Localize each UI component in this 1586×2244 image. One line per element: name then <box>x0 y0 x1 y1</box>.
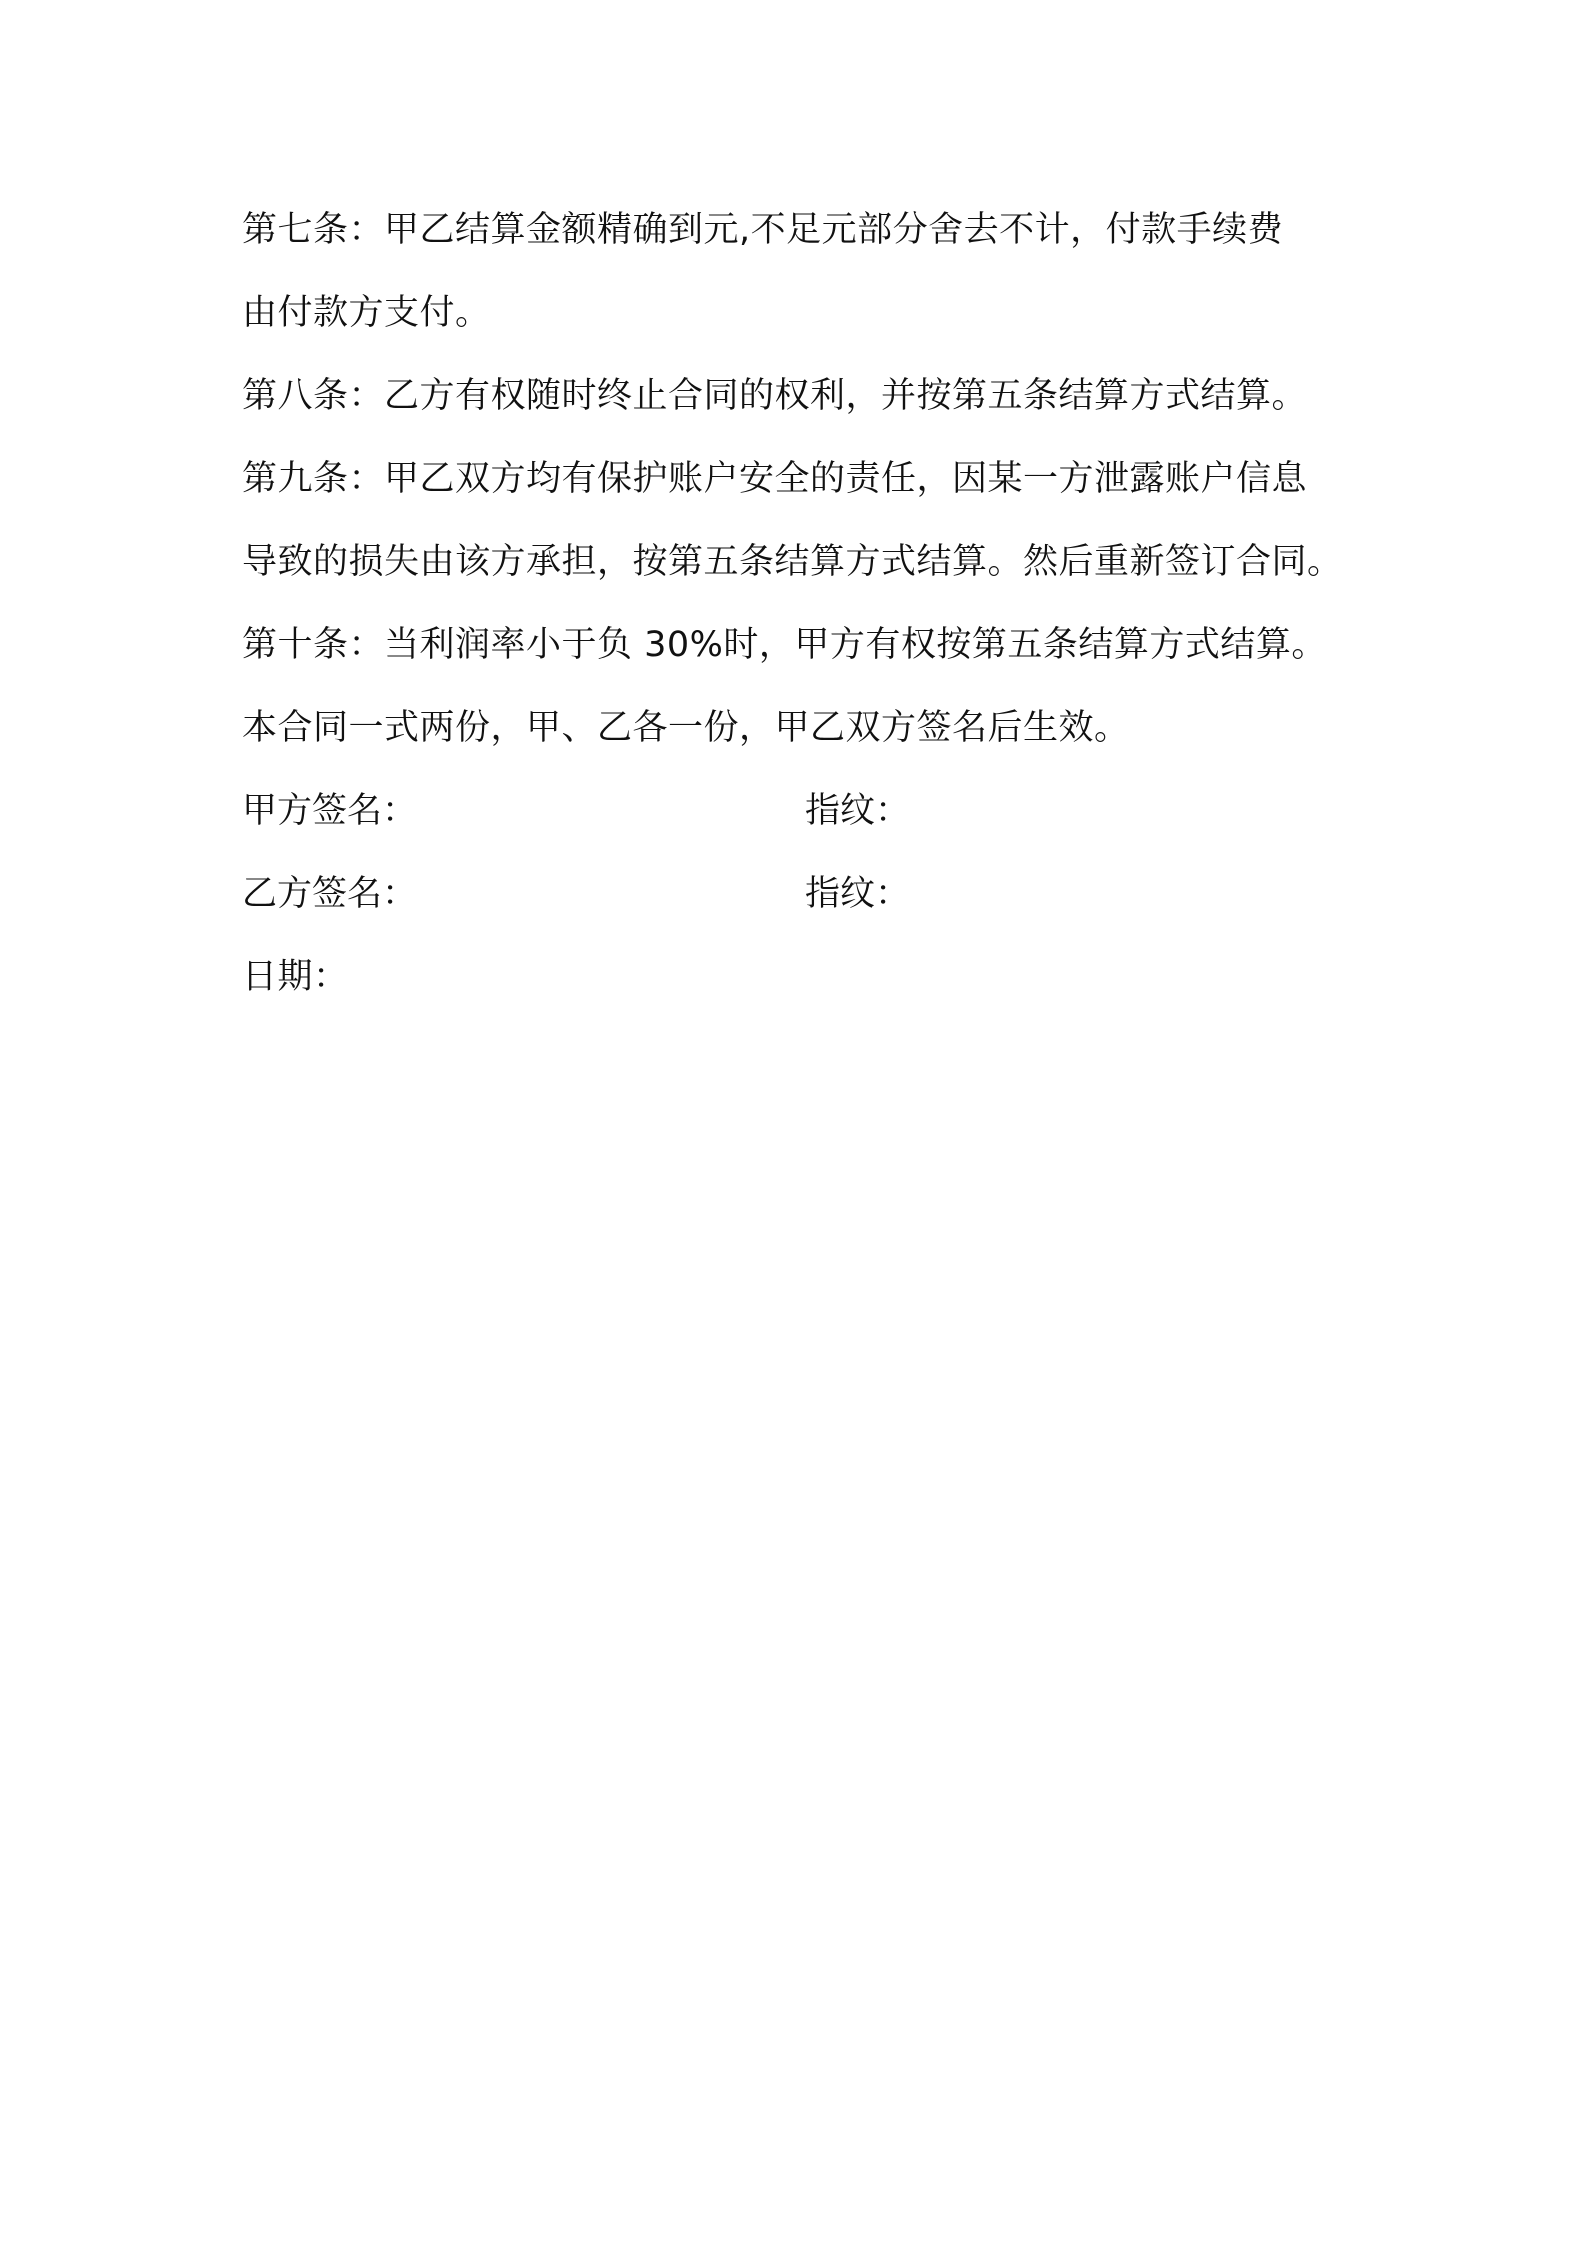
party-b-fingerprint-label: 指纹： <box>805 874 911 914</box>
party-b-signature-label: 乙方签名： <box>242 874 418 914</box>
clause-9-line-1: 第九条：甲乙双方均有保护账户安全的责任，因某一方泄露账户信息 <box>242 459 1308 499</box>
clause-9-line-2: 导致的损失由该方承担，按第五条结算方式结算。然后重新签订合同。 <box>242 542 1343 582</box>
party-a-fingerprint-label: 指纹： <box>805 791 911 831</box>
clause-7-line-2: 由付款方支付。 <box>242 293 491 333</box>
date-label: 日期： <box>242 957 349 997</box>
closing-statement: 本合同一式两份，甲、乙各一份，甲乙双方签名后生效。 <box>242 708 1130 748</box>
clause-7-line-1: 第七条：甲乙结算金额精确到元,不足元部分舍去不计，付款手续费 <box>242 210 1284 250</box>
party-a-signature-label: 甲方签名： <box>242 791 418 831</box>
clause-10: 第十条：当利润率小于负 30%时，甲方有权按第五条结算方式结算。 <box>242 625 1327 665</box>
clause-8: 第八条：乙方有权随时终止合同的权利，并按第五条结算方式结算。 <box>242 376 1308 416</box>
